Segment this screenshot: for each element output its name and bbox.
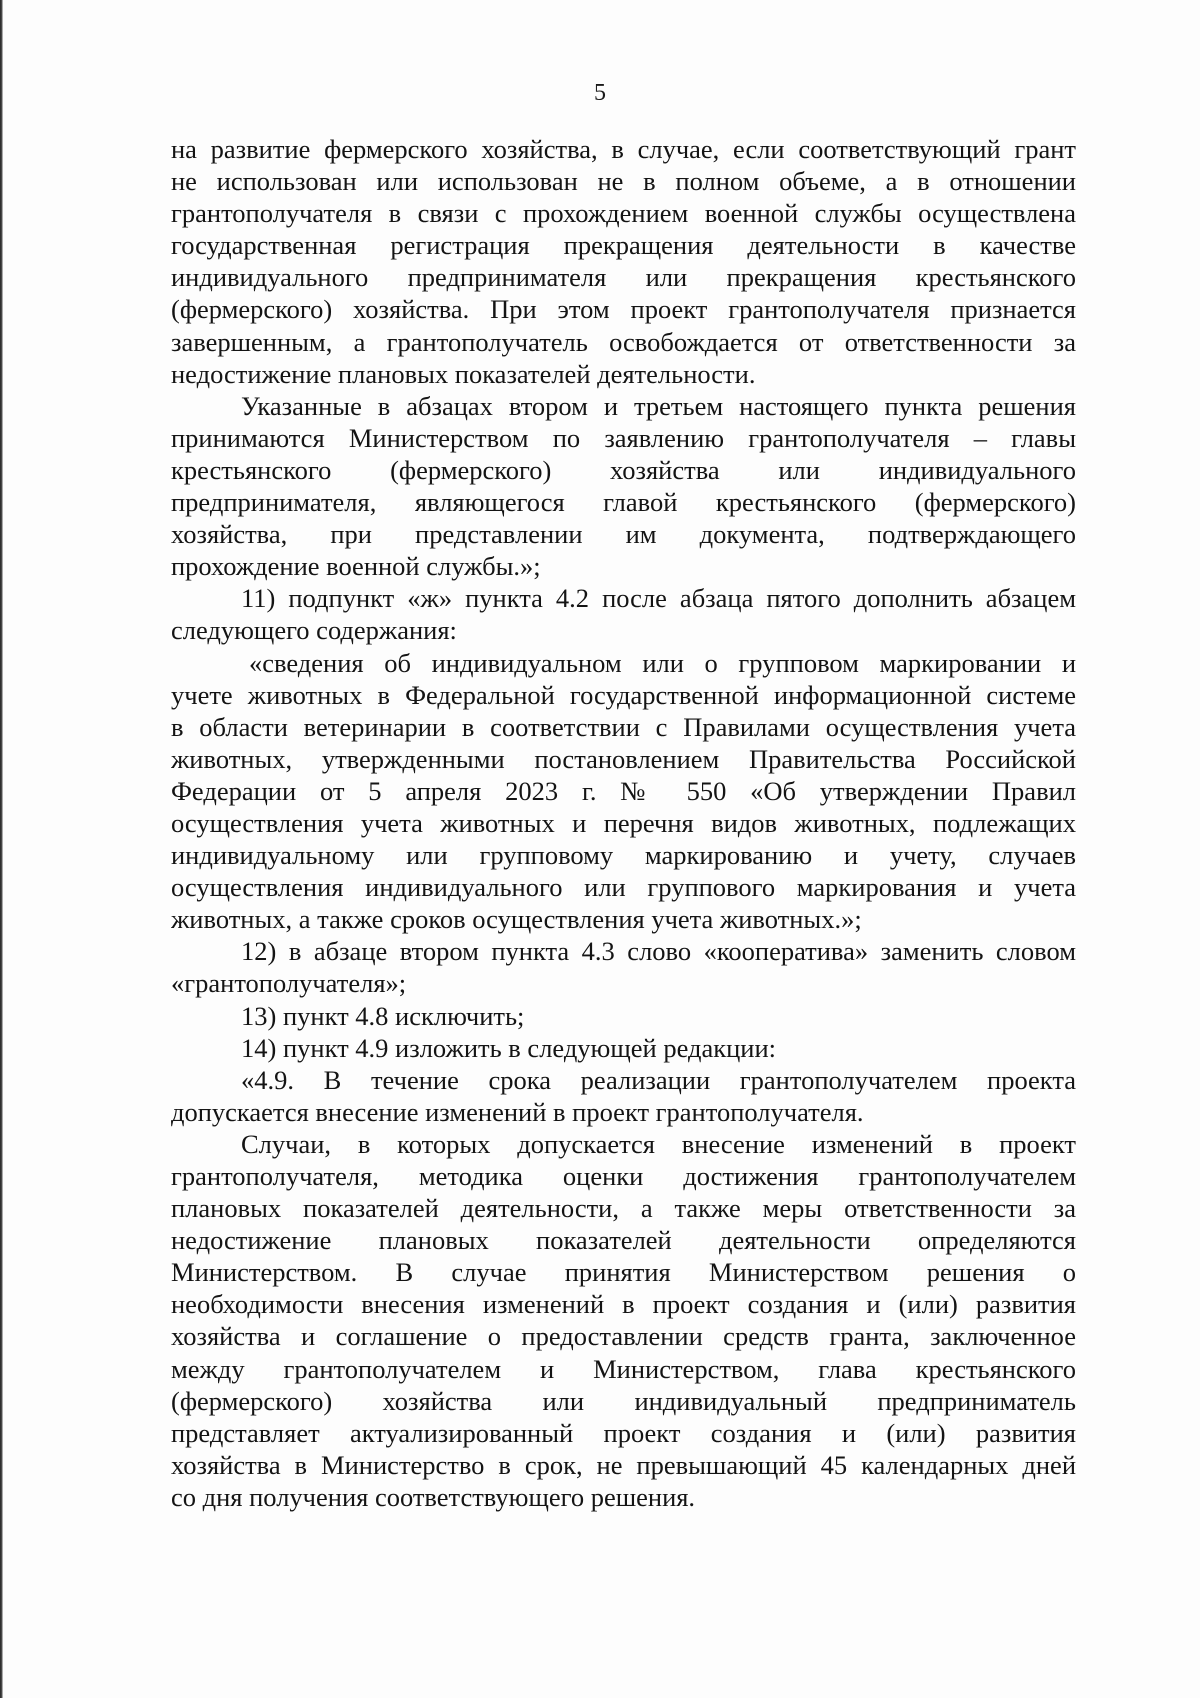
- document-body: [171, 133, 1076, 1513]
- text-line: между грантополучателем и Министерством, глава крестьянского: [171, 1353, 1076, 1384]
- page-number: 5: [594, 80, 606, 106]
- text-line: хозяйства в Министерство в срок, не превышающий 45 календарных дней: [171, 1449, 1076, 1480]
- text-line: недостижение плановых показателей деятельности.: [171, 358, 756, 389]
- text-line: прохождение военной службы.»;: [171, 551, 541, 582]
- text-line: хозяйства и соглашение о предоставлении средств гранта, заключенное: [171, 1321, 1076, 1352]
- text-line: грантополучателя, методика оценки достижения грантополучателем: [171, 1161, 1076, 1191]
- text-line: 11) подпункт «ж» пункта 4.2 после абзаца пятого дополнить абзацем: [241, 583, 1076, 614]
- text-line: следующего содержания:: [171, 615, 457, 646]
- text-line: принимаются Министерством по заявлению грантополучателя – главы: [171, 422, 1076, 453]
- text-line: Случаи, в которых допускается внесение изменений в проект: [241, 1128, 1076, 1159]
- text-line: Министерством. В случае принятия Министерством решения о: [171, 1257, 1076, 1288]
- text-line: не использован или использован не в полном объеме, а в отношении: [171, 166, 1076, 197]
- text-line: индивидуального предпринимателя или прекращения крестьянского: [171, 262, 1076, 293]
- text-line: в области ветеринарии в соответствии с Правилами осуществления учета: [171, 711, 1076, 742]
- text-line: учете животных в Федеральной государственной информационной системе: [171, 679, 1076, 710]
- text-line: осуществления индивидуального или группового маркирования и учета: [171, 872, 1076, 903]
- text-line: Федерации от 5 апреля 2023 г. № 550 «Об утверждении Правил: [171, 775, 1076, 806]
- text-line: «грантополучателя»;: [171, 968, 407, 999]
- text-line: Указанные в абзацах втором и третьем настоящего пункта решения: [241, 390, 1076, 421]
- text-line: на развитие фермерского хозяйства, в случае, если соответствующий грант: [171, 134, 1076, 164]
- text-line: индивидуальному или групповому маркированию и учету, случаев: [171, 840, 1076, 871]
- text-line: крестьянского (фермерского) хозяйства или индивидуального: [171, 454, 1076, 485]
- text-line: животных, а также сроков осуществления учета животных.»;: [171, 904, 862, 935]
- text-line: «4.9. В течение срока реализации грантополучателем проекта: [241, 1064, 1076, 1095]
- text-line: государственная регистрация прекращения деятельности в качестве: [171, 230, 1076, 261]
- text-line: (фермерского) хозяйства. При этом проект грантополучателя признается: [171, 294, 1076, 325]
- text-line: 14) пункт 4.9 изложить в следующей редакции:: [241, 1032, 777, 1063]
- text-line: 13) пункт 4.8 исключить;: [241, 1000, 525, 1031]
- text-line: животных, утвержденными постановлением Правительства Российской: [171, 743, 1076, 774]
- text-line: хозяйства, при представлении им документа, подтверждающего: [171, 519, 1076, 550]
- text-line: предпринимателя, являющегося главой крестьянского (фермерского): [171, 487, 1076, 518]
- text-line: представляет актуализированный проект создания и (или) развития: [171, 1417, 1076, 1448]
- text-line: со дня получения соответствующего решения.: [171, 1481, 696, 1512]
- text-line: плановых показателей деятельности, а также меры ответственности за: [171, 1193, 1076, 1224]
- text-line: (фермерского) хозяйства или индивидуальный предприниматель: [171, 1385, 1076, 1416]
- text-line: осуществления учета животных и перечня видов животных, подлежащих: [171, 807, 1076, 838]
- text-line: «сведения об индивидуальном или о групповом маркировании и: [249, 647, 1076, 678]
- text-line: грантополучателя в связи с прохождением военной службы осуществлена: [171, 198, 1076, 229]
- text-line: допускается внесение изменений в проект грантополучателя.: [171, 1096, 864, 1127]
- text-line: необходимости внесения изменений в проект создания и (или) развития: [171, 1289, 1076, 1320]
- text-line: недостижение плановых показателей деятельности определяются: [171, 1225, 1076, 1256]
- text-line: завершенным, а грантополучатель освобождается от ответственности за: [171, 326, 1076, 357]
- scan-edge-shadow: [0, 0, 3, 1698]
- text-line: 12) в абзаце втором пункта 4.3 слово «кооператива» заменить словом: [241, 936, 1076, 967]
